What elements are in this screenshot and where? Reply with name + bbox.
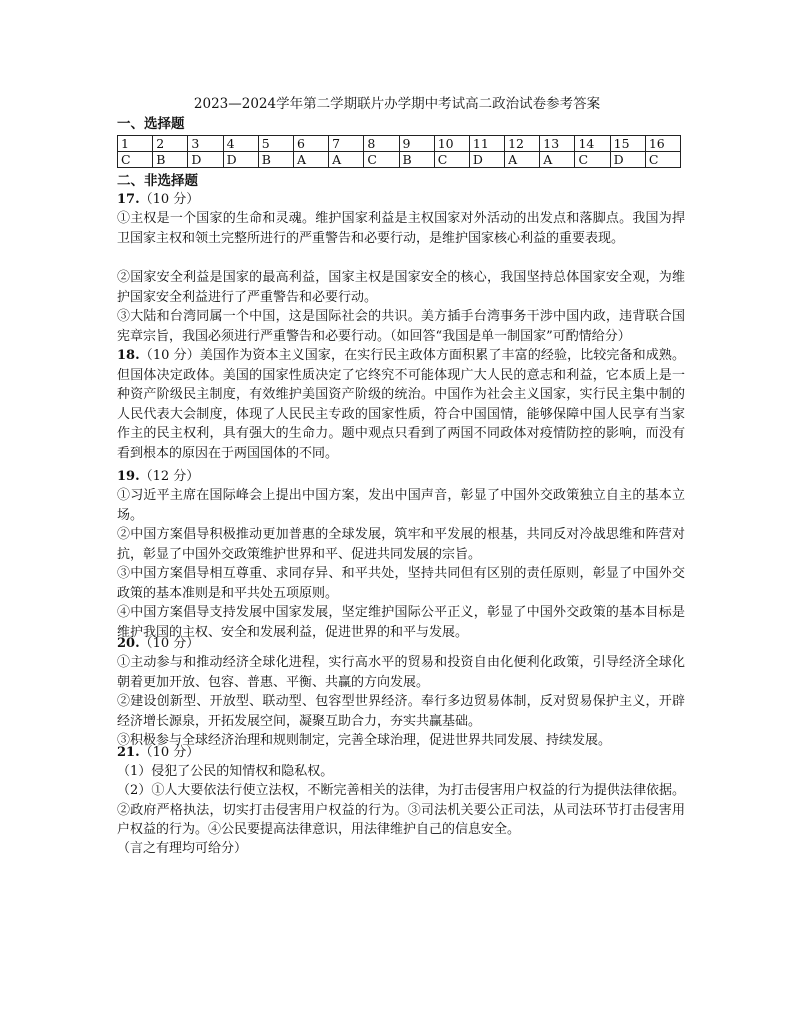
q20-point-2: ②建设创新型、开放型、联动型、包容型世界经济。奉行多边贸易体制，反对贸易保护主义，开辟经济增长源泉，开拓发展空间，凝聚互助合力，夯实共赢基础。 bbox=[117, 694, 685, 729]
question-21-heading bbox=[117, 745, 199, 761]
q19-point-2: ②中国方案倡导积极推动更加普惠的全球发展，筑牢和平发展的根基，共同反对冷战思维和阵营对抗，彰显了中国外交政策维护世界和平、促进共同发展的宗旨。 bbox=[117, 527, 685, 562]
question-points: （10 分） bbox=[139, 192, 200, 207]
question-number-cell: 16 bbox=[645, 136, 680, 152]
q18-answer: 美国作为资本主义国家，在实行民主政体方面积累了丰富的经验，比较完备和成熟。但国体决定政体。美国的国家性质决定了它终究不可能体现广大人民的意志和利益，它本质上是一种资产阶级民主制度，有效维护美国资产阶级的统治。中国作为社会主义国家，实行民主集中制的人民代表大会制度，体现了人民民主专政的国家性质，符合中国国情，能够保障中国人民享有当家作主的民主权利，具有强大的生命力。题中观点只看到了两国不同政体对疫情防控的影响，而没有看到根本的原因在于两国国体的不同。 bbox=[117, 348, 685, 461]
question-number-cell: 8 bbox=[364, 136, 399, 152]
q17-point-3: ③大陆和台湾同属一个中国，这是国际社会的共识。美方插手台湾事务干涉中国内政，违背联合国宪章宗旨，我国必须进行严重警告和必要行动。（如回答“我国是单一制国家”可酌情给分） bbox=[117, 309, 685, 344]
question-number-cell: 14 bbox=[575, 136, 610, 152]
q19-point-4: ④中国方案倡导支持发展中国家发展，坚定维护国际公平正义，彰显了中国外交政策的基本目标是维护我国的主权、安全和发展利益，促进世界的和平与发展。 bbox=[117, 605, 685, 640]
question-number-cell: 7 bbox=[329, 136, 364, 152]
answer-cell: C bbox=[434, 152, 469, 168]
q21-part-2: （2）①人大要依法行使立法权，不断完善相关的法律，为打击侵害用户权益的行为提供法律依据。②政府严格执法，切实打击侵害用户权益的行为。③司法机关要公正司法，从司法环节打击侵害用户权益的行为。④公民要提高法律意识，用法律维护自己的信息安全。 bbox=[117, 783, 685, 838]
table-row-numbers bbox=[118, 136, 681, 152]
answer-cell: D bbox=[469, 152, 504, 168]
question-number-cell: 9 bbox=[399, 136, 434, 152]
answer-cell: A bbox=[293, 152, 328, 168]
q19-point-1: ①习近平主席在国际峰会上提出中国方案，发出中国声音，彰显了中国外交政策独立自主的基本立场。 bbox=[117, 488, 685, 523]
question-20-heading bbox=[117, 636, 199, 652]
answer-cell: C bbox=[575, 152, 610, 168]
question-number-cell: 1 bbox=[118, 136, 153, 152]
q20-point-1: ①主动参与和推动经济全球化进程，实行高水平的贸易和投资自由化便利化政策，引导经济全球化朝着更加开放、包容、普惠、平衡、共赢的方向发展。 bbox=[117, 655, 685, 690]
question-number-cell: 12 bbox=[505, 136, 540, 152]
question-number-cell: 2 bbox=[153, 136, 188, 152]
q19-point-3: ③中国方案倡导相互尊重、求同存异、和平共处，坚持共同但有区别的责任原则，彰显了中国外交政策的基本准则是和平共处五项原则。 bbox=[117, 566, 685, 601]
question-19-heading bbox=[117, 469, 199, 485]
answer-cell: C bbox=[118, 152, 153, 168]
answer-cell: D bbox=[610, 152, 645, 168]
q17-point-1: ①主权是一个国家的生命和灵魂。维护国家利益是主权国家对外活动的出发点和落脚点。我国为捍卫国家主权和领土完整所进行的严重警告和必要行动，是维护国家核心利益的重要表现。 bbox=[117, 211, 685, 246]
section-heading-choice: 一、选择题 bbox=[117, 116, 185, 132]
question-number-cell: 10 bbox=[434, 136, 469, 152]
question-number-cell: 13 bbox=[540, 136, 575, 152]
q20-point-3: ③积极参与全球经济治理和规则制定，完善全球治理，促进世界共同发展、持续发展。 bbox=[117, 733, 612, 748]
question-points: （12 分） bbox=[139, 469, 200, 484]
answer-cell: C bbox=[645, 152, 680, 168]
q17-point-2: ②国家安全利益是国家的最高利益，国家主权是国家安全的核心，我国坚持总体国家安全观，为维护国家安全利益进行了严重警告和必要行动。 bbox=[117, 270, 685, 305]
question-number-cell: 6 bbox=[293, 136, 328, 152]
question-points: （10 分） bbox=[139, 636, 200, 651]
answer-cell: A bbox=[329, 152, 364, 168]
question-18-block bbox=[117, 346, 685, 464]
section-heading-nonchoice: 二、非选择题 bbox=[117, 173, 198, 189]
question-number: 18. bbox=[117, 348, 140, 363]
q21-part-1: （1）侵犯了公民的知情权和隐私权。 bbox=[117, 764, 334, 779]
question-number-cell: 11 bbox=[469, 136, 504, 152]
answer-cell: B bbox=[258, 152, 293, 168]
question-number: 17. bbox=[117, 192, 140, 207]
answer-cell: D bbox=[188, 152, 223, 168]
page-title: 2023—2024学年第二学期联片办学期中考试高二政治试卷参考答案 bbox=[193, 96, 601, 112]
question-points: （10 分） bbox=[139, 348, 200, 363]
question-number-cell: 3 bbox=[188, 136, 223, 152]
question-number-cell: 5 bbox=[258, 136, 293, 152]
q21-grading-note: （言之有理均可给分） bbox=[117, 841, 248, 856]
question-number: 20. bbox=[117, 636, 140, 651]
question-17-heading bbox=[117, 192, 199, 208]
table-row-answers bbox=[118, 152, 681, 168]
question-number-cell: 15 bbox=[610, 136, 645, 152]
question-points: （10 分） bbox=[139, 745, 200, 760]
answer-cell: C bbox=[364, 152, 399, 168]
question-number-cell: 4 bbox=[223, 136, 258, 152]
answer-cell: B bbox=[153, 152, 188, 168]
answer-cell: D bbox=[223, 152, 258, 168]
answer-table bbox=[117, 135, 681, 168]
answer-cell: B bbox=[399, 152, 434, 168]
answer-cell: A bbox=[505, 152, 540, 168]
answer-cell: A bbox=[540, 152, 575, 168]
question-number: 21. bbox=[117, 745, 140, 760]
question-number: 19. bbox=[117, 469, 140, 484]
